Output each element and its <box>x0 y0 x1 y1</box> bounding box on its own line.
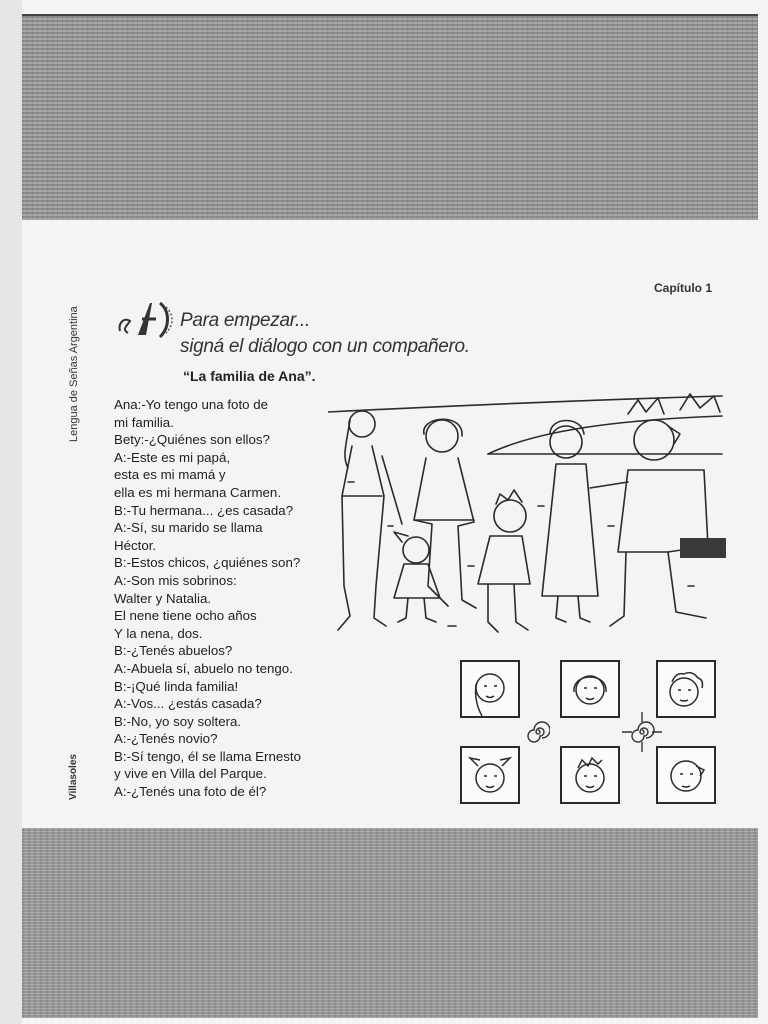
dialogue-line: B:-¡Qué linda familia! <box>114 678 239 694</box>
dialogue-line: A:-Son mis sobrinos: <box>114 572 237 588</box>
scan-band-top <box>22 14 758 220</box>
story-title: “La familia de Ana”. <box>183 368 316 384</box>
crosshair-spiral-icon <box>622 712 662 752</box>
section-heading <box>180 308 470 360</box>
side-book-title: Lengua de Señas Argentina <box>68 306 80 442</box>
side-publisher: Villasoles <box>68 754 79 800</box>
dialogue-line: Ana:-Yo tengo una foto de <box>114 397 269 412</box>
heading-line-1: Para empezar... <box>180 310 310 331</box>
page-margin <box>0 0 22 1024</box>
dialogue-line: A:-Este es mi papá, <box>114 449 231 465</box>
dialogue-line: esta es mi mamá y <box>114 467 226 483</box>
boy-portrait <box>560 746 620 804</box>
chapter-label: Capítulo 1 <box>654 281 713 295</box>
dialogue-line: Bety:-¿Quiénes son ellos? <box>114 432 270 448</box>
man-portrait <box>656 746 716 804</box>
dialogue-line: B:-No, yo soy soltera. <box>114 713 242 729</box>
family-illustration <box>328 386 726 638</box>
dialogue-line: Héctor. <box>114 537 157 553</box>
dialogue-line: A:-Sí, su marido se llama <box>114 520 263 536</box>
grandmother-portrait <box>656 660 716 718</box>
dialogue-line: B:-Tu hermana... ¿es casada? <box>114 502 294 518</box>
dialogue-line: A:-Abuela sí, abuelo no tengo. <box>114 660 293 676</box>
woman-portrait <box>460 660 520 718</box>
dialogue-line: mi familia. <box>114 414 174 430</box>
dialogue-line: A:-Vos... ¿estás casada? <box>114 696 262 712</box>
dialogue-line: Y la nena, dos. <box>114 625 203 641</box>
girl-portrait <box>460 746 520 804</box>
heading-line-2: signá el diálogo con un compañero. <box>180 336 470 357</box>
dialogue-line: B:-Estos chicos, ¿quiénes son? <box>114 555 301 571</box>
dialogue-text <box>114 396 354 801</box>
spiral-icon <box>526 720 550 744</box>
dialogue-line: ella es mi hermana Carmen. <box>114 484 282 500</box>
dialogue-line: El nene tiene ocho años <box>114 608 257 624</box>
dialogue-line: B:-¿Tenés abuelos? <box>114 643 233 659</box>
scan-band-bottom <box>22 828 758 1018</box>
dialogue-line: y vive en Villa del Parque. <box>114 766 267 782</box>
section-logo-icon <box>116 297 178 341</box>
dialogue-line: A:-¿Tenés novio? <box>114 731 218 747</box>
dialogue-line: Walter y Natalia. <box>114 590 212 606</box>
dialogue-line: A:-¿Tenés una foto de él? <box>114 784 267 800</box>
mother-portrait <box>560 660 620 718</box>
dialogue-line: B:-Sí tengo, él se llama Ernesto <box>114 748 301 764</box>
